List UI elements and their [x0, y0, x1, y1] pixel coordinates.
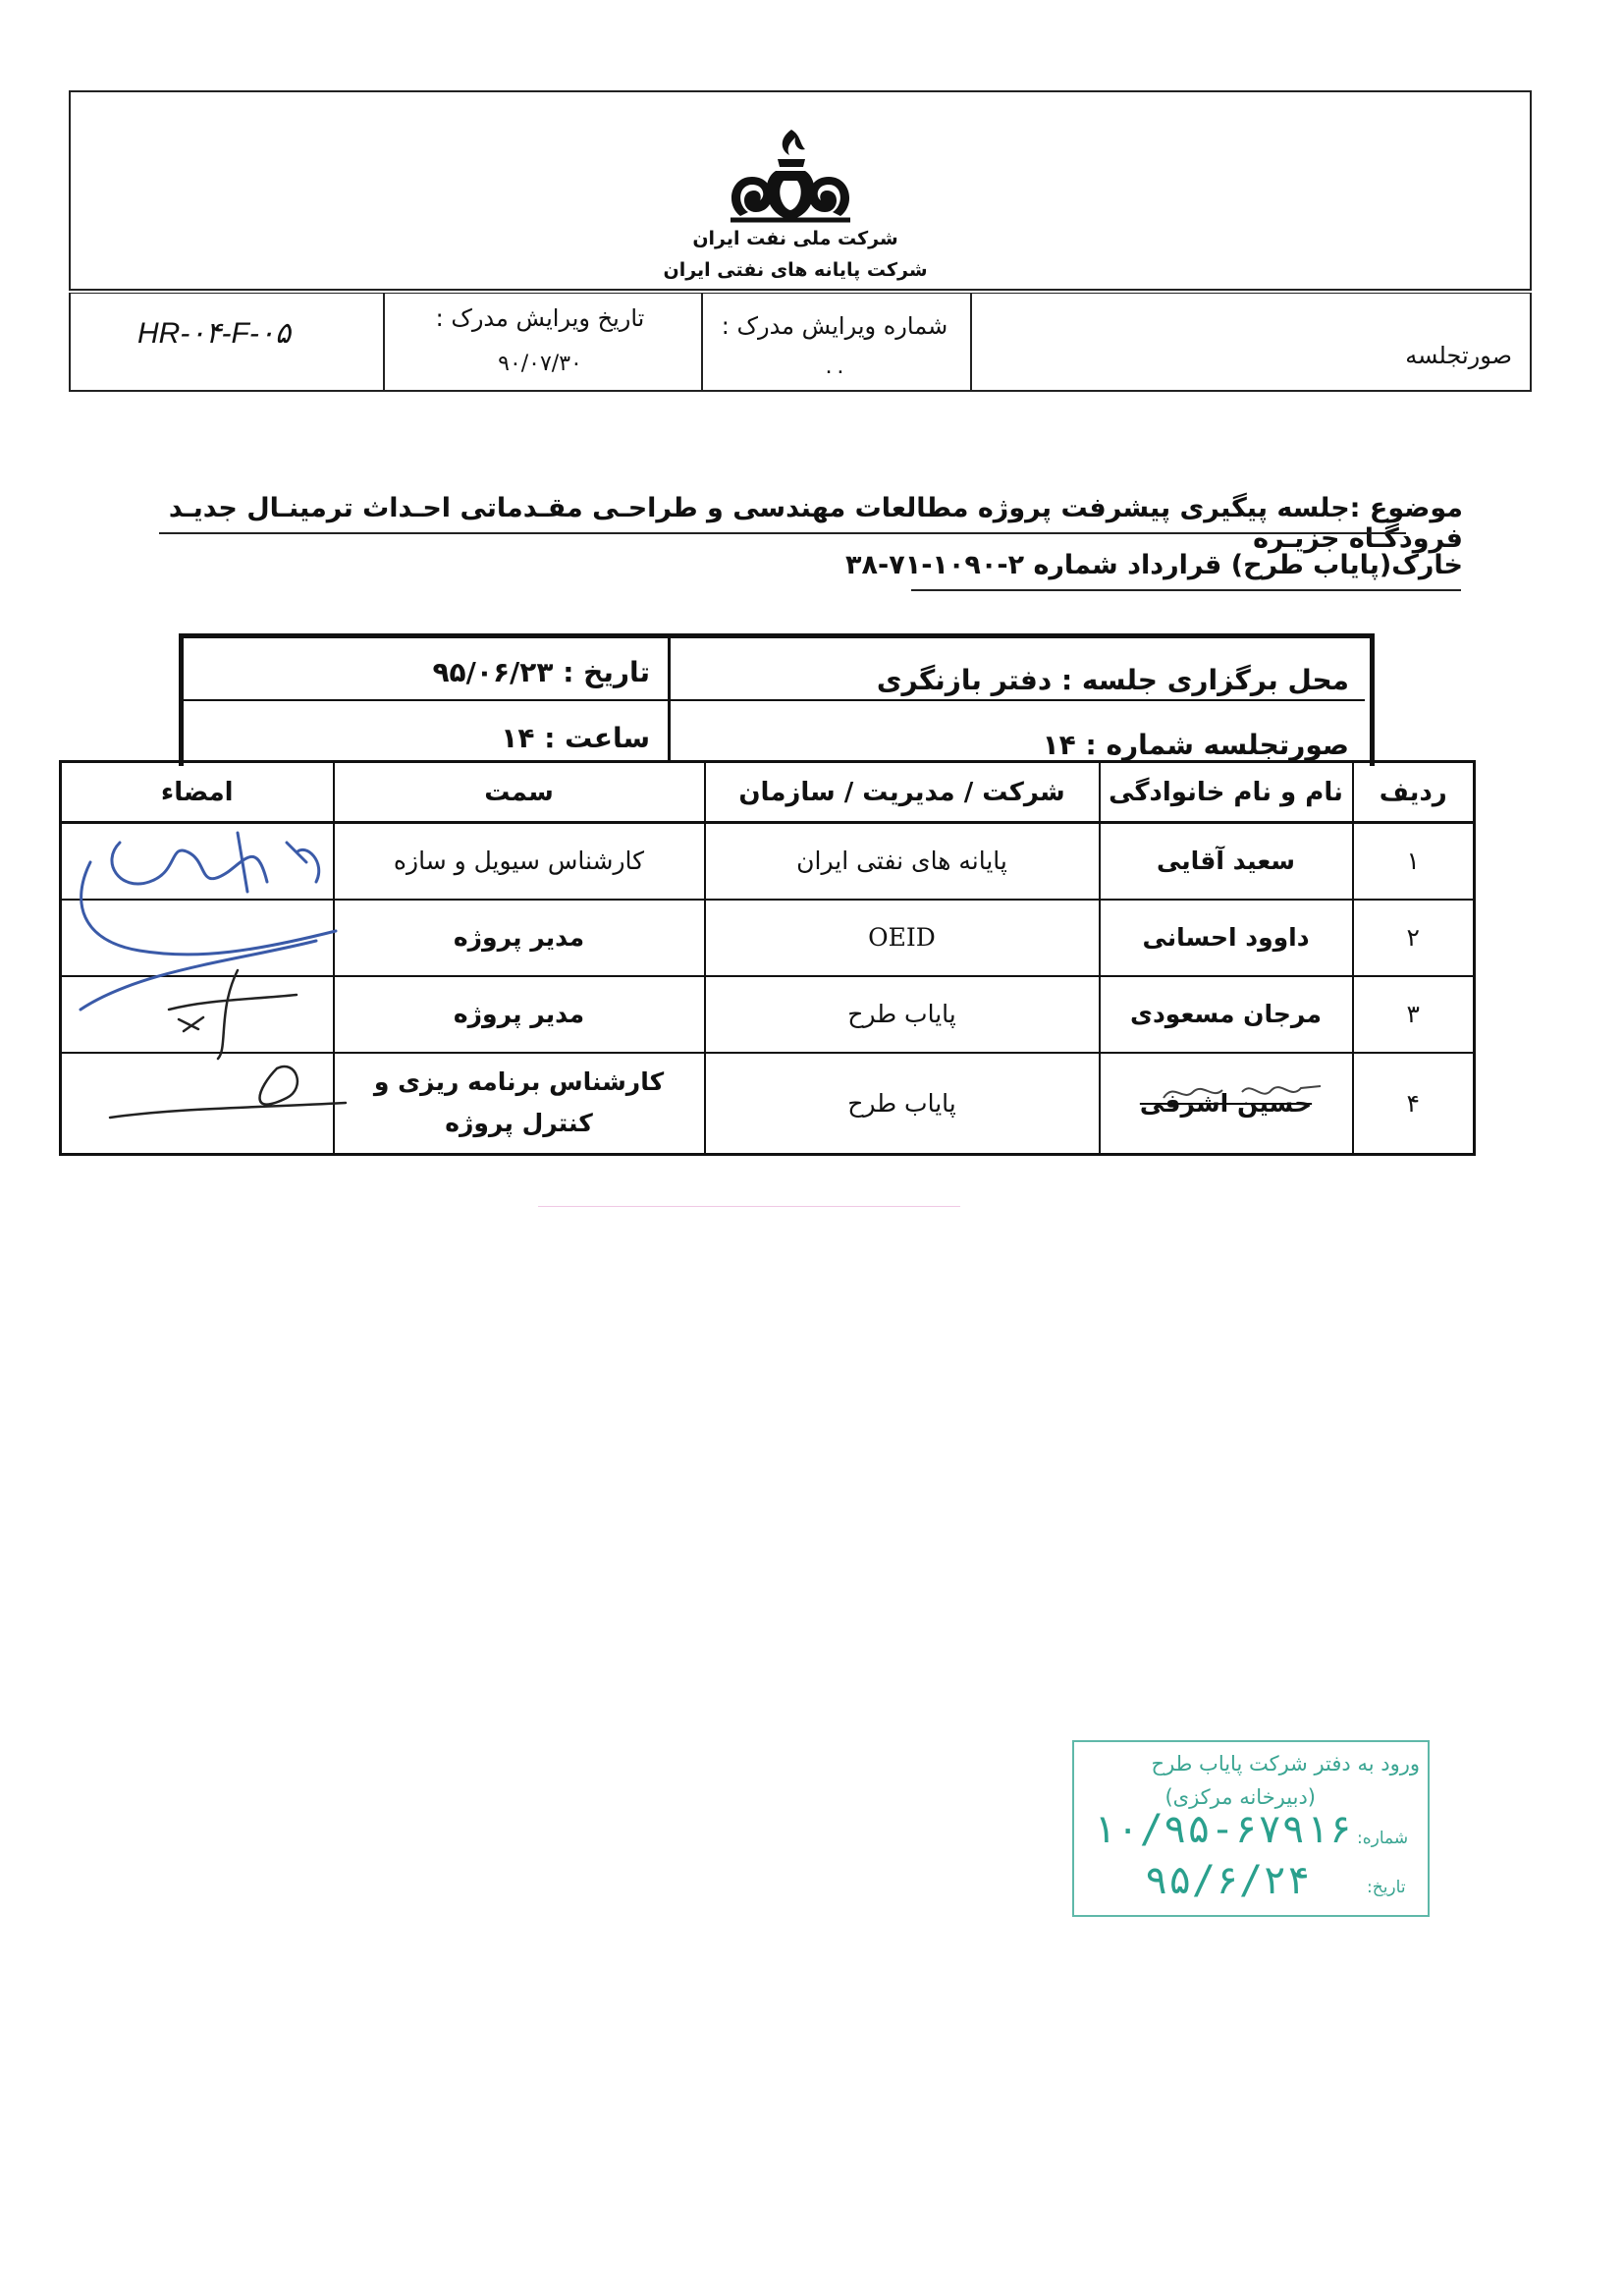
- meeting-venue: محل برگزاری جلسه : دفتر بازنگری: [876, 664, 1349, 696]
- attendee-name: حسین اشرفی: [1100, 1053, 1353, 1155]
- revision-number-label: شماره ویرایش مدرک :: [721, 312, 948, 340]
- stamp-date: ۹۵/۶/۲۴: [1144, 1858, 1311, 1903]
- meta-divider: [383, 293, 385, 391]
- meta-divider: [701, 293, 703, 391]
- table-header-row: [61, 762, 1475, 823]
- attendee-company: پایاب طرح: [705, 976, 1100, 1053]
- page-divider: [538, 1206, 960, 1207]
- document-code: HR-۰۴-F-۰۵: [137, 317, 292, 350]
- nioc-logo-icon: [727, 126, 854, 228]
- row-number: ۴: [1353, 1053, 1475, 1155]
- attendee-position: کارشناس سیویل و سازه: [334, 823, 705, 900]
- revision-date-value: ۹۰/۰۷/۳۰: [498, 352, 582, 376]
- column-header-position: سمت: [334, 762, 705, 823]
- attendee-company: OEID: [705, 900, 1100, 976]
- subject-underline: [911, 589, 1461, 591]
- attendee-position: کارشناس برنامه ریزی و کنترل پروژه: [334, 1053, 705, 1155]
- meeting-info-divider: [184, 699, 1365, 701]
- row-number: ۳: [1353, 976, 1475, 1053]
- meta-divider: [970, 293, 972, 391]
- minutes-number: صورتجلسه شماره : ۱۴: [1042, 729, 1349, 761]
- handwritten-name-annotation: [1154, 1072, 1330, 1108]
- attendee-company: پایانه های نفتی ایران: [705, 823, 1100, 900]
- row-number: ۲: [1353, 900, 1475, 976]
- attendee-company: پایاب طرح: [705, 1053, 1100, 1155]
- subject-line-2: خارک(پایاب طرح) قرارداد شماره ۲-۱۰۹۰-۷۱-۳۸: [845, 550, 1463, 580]
- column-header-row-number: ردیف: [1353, 762, 1475, 823]
- subject-line-1: موضوع :جلسه پیگیری پیشرفت پروژه مطالعات مهندسی و طراحـی مقـدماتی احـداث ترمینـال جدیـد فرودگـاه جزیـره: [168, 493, 1463, 554]
- attendee-position: مدیر پروژه: [334, 900, 705, 976]
- attendee-name: سعید آقایی: [1100, 823, 1353, 900]
- revision-number-value: ۰۰: [823, 359, 846, 384]
- handwritten-signatures: [61, 823, 385, 1137]
- column-header-name: نام و نام خانوادگی: [1100, 762, 1353, 823]
- column-header-signature: امضاء: [61, 762, 334, 823]
- company-name-primary: شرکت ملی نفت ایران: [692, 228, 898, 249]
- subject-underline: [159, 532, 1406, 534]
- stamp-date-label: تاریخ:: [1367, 1878, 1406, 1897]
- row-number: ۱: [1353, 823, 1475, 900]
- column-header-company: شرکت / مدیریت / سازمان: [705, 762, 1100, 823]
- stamp-number-label: شماره:: [1357, 1829, 1409, 1848]
- attendee-name: داوود احسانی: [1100, 900, 1353, 976]
- revision-date-label: تاریخ ویرایش مدرک :: [435, 304, 645, 332]
- document-title: صورتجلسه: [1405, 342, 1512, 369]
- company-name-secondary: شرکت پایانه های نفتی ایران: [663, 259, 928, 281]
- meeting-time: ساعت : ۱۴: [501, 722, 650, 754]
- stamp-title: ورود به دفتر شرکت پایاب طرح: [1151, 1752, 1420, 1776]
- attendee-name: مرجان مسعودی: [1100, 976, 1353, 1053]
- stamp-number: ۱۰/۹۵-۶۷۹۱۶: [1092, 1807, 1353, 1852]
- stamp-subtitle: (دبیرخانه مرکزی): [1164, 1785, 1316, 1809]
- attendee-position: مدیر پروژه: [334, 976, 705, 1053]
- meeting-date: تاریخ : ۹۵/۰۶/۲۳: [432, 656, 650, 688]
